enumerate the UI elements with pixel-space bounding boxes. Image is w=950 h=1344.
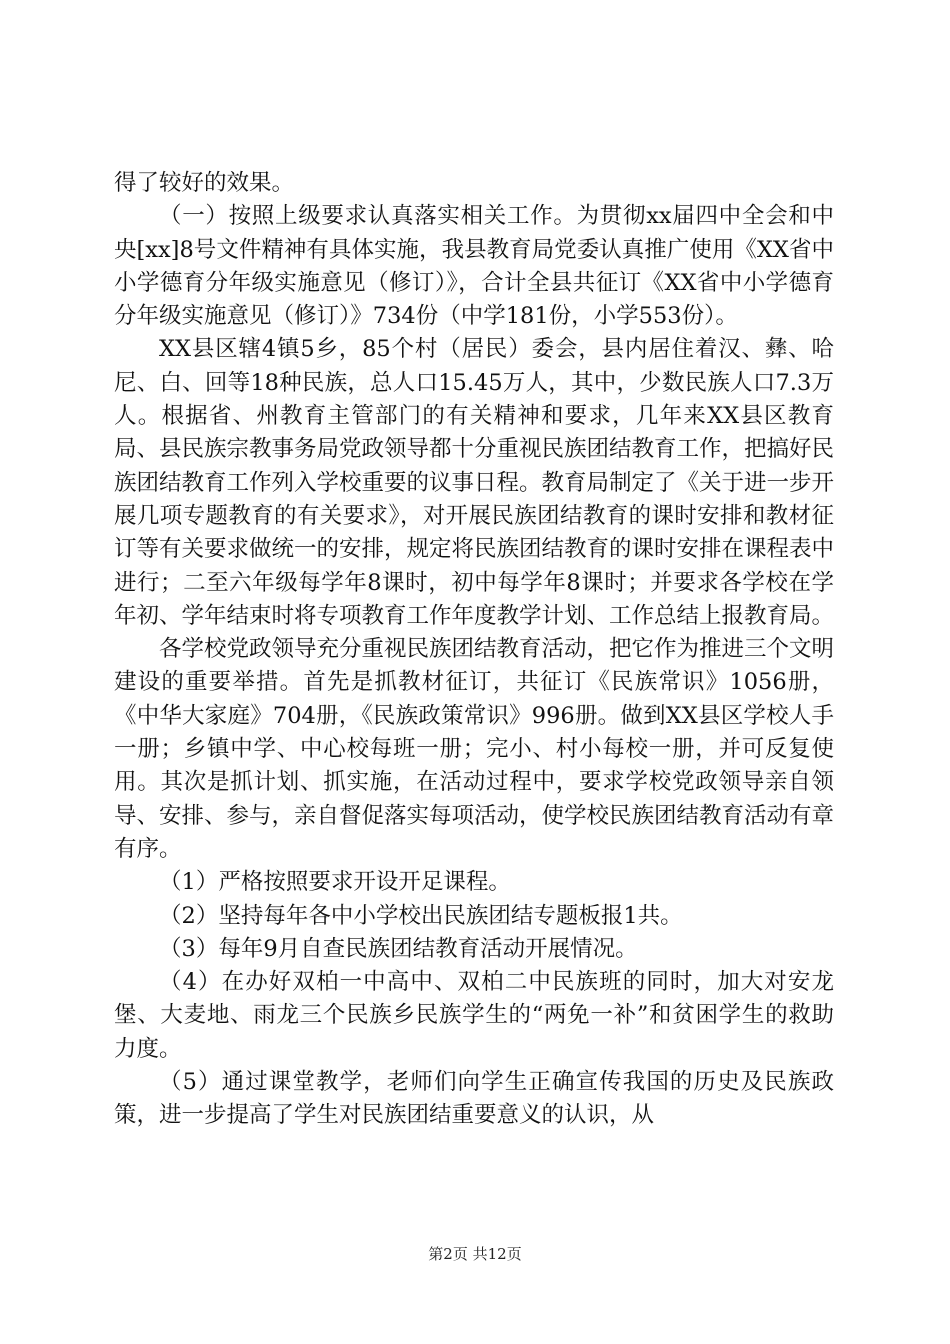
paragraph-4: 各学校党政领导充分重视民族团结教育活动，把它作为推进三个文明建设的重要举措。首先是抓教材征订，共征订《民族常识》1056册，《中华大家庭》704册，《民族政策常识》996册。做到XX县区学校人手一册；乡镇中学、中心校每班一册；完小、村小每校一册，并可反复使用。其次是抓计划、抓实施，在活动过程中，要求学校党政领导亲自领导、安排、参与，亲自督促落实每项活动，使学校民族团结教育活动有章有序。 [114,636,835,862]
document-body [114,167,834,1133]
page-number-label: 第2页 共12页 [428,1245,522,1263]
paragraph-1: 得了较好的效果。 [114,170,295,196]
paragraph-7: （3）每年9月自查民族团结教育活动开展情况。 [159,935,638,962]
paragraph-8: （4）在办好双柏一中高中、双柏二中民族班的同时，加大对安龙堡、大麦地、雨龙三个民族乡民族学生的“两免一补”和贫困学生的救助力度。 [114,969,834,1062]
paragraph-6: （2）坚持每年各中小学校出民族团结专题板报1共。 [159,902,683,929]
page-footer [0,1243,950,1264]
paragraph-3: XX县区辖4镇5乡，85个村（居民）委会，县内居住着汉、彝、哈尼、白、回等18种民族，总人口15.45万人，其中，少数民族人口7.3万人。根据省、州教育主管部门的有关精神和要求，几年来XX县区教育局、县民族宗教事务局党政领导都十分重视民族团结教育工作，把搞好民族团结教育工作列入学校重要的议事日程。教育局制定了《关于进一步开展几项专题教育的有关要求》，对开展民族团结教育的课时安排和教材征订等有关要求做统一的安排，规定将民族团结教育的课时安排在课程表中进行；二至六年级每学年8课时，初中每学年8课时；并要求各学校在学年初、学年结束时将专项教育工作年度教学计划、工作总结上报教育局。 [114,336,835,629]
paragraph-9: （5）通过课堂教学，老师们向学生正确宣传我国的历史及民族政策，进一步提高了学生对民族团结重要意义的认识，从 [114,1069,834,1129]
paragraph-2: （一）按照上级要求认真落实相关工作。为贯彻xx届四中全会和中央[xx]8号文件精神有具体实施，我县教育局党委认真推广使用《XX省中小学德育分年级实施意见（修订）》，合计全县共征订《XX省中小学德育分年级实施意见（修订）》734份（中学181份，小学553份）。 [114,203,834,330]
paragraph-5: （1）严格按照要求开设开足课程。 [159,869,511,896]
